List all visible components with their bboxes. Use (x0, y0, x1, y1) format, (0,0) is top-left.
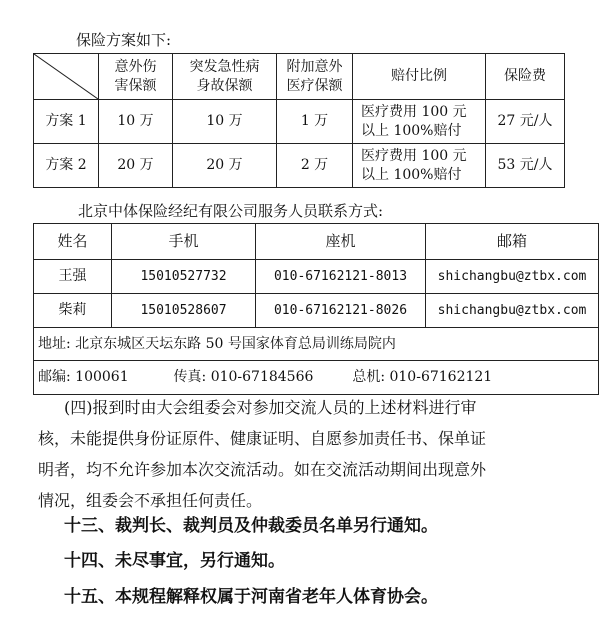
diagonal-line (34, 54, 98, 99)
fax: 传真: 010-67184566 (173, 369, 314, 385)
plan-row-2 (34, 144, 565, 188)
paragraph-line: (四)报到时由大会组委会对参加交流人员的上述材料进行审 (64, 398, 477, 417)
header-medical-line-2: 医疗保额 (286, 77, 343, 94)
header-accident-line-1: 意外伤 (114, 58, 157, 75)
medical-amount: 2 万 (277, 144, 353, 188)
medical-amount: 1 万 (277, 100, 353, 144)
plan-row-1 (34, 100, 565, 144)
header-illness (173, 54, 277, 100)
illness-amount: 20 万 (173, 144, 277, 188)
paragraph-line: 情况，组委会不承担任何责任。 (38, 491, 263, 510)
clause-fifteen: 十五、本规程解释权属于河南省老年人体育协会。 (64, 587, 438, 607)
postcode: 邮编: 100061 (38, 369, 129, 385)
header-name: 姓名 (34, 224, 112, 260)
header-email: 邮箱 (426, 224, 599, 260)
premium: 53 元/人 (486, 144, 565, 188)
payout-ratio-line-1: 医疗费用 100 元 (361, 147, 467, 164)
postcode-row (34, 361, 599, 395)
postcode-fax-switchboard (34, 361, 599, 395)
plan-heading: 保险方案如下: (76, 31, 172, 49)
contact-heading: 北京中体保险经纪有限公司服务人员联系方式: (78, 202, 384, 220)
header-illness-line-2: 身故保额 (196, 77, 253, 94)
contact-row-2 (34, 294, 599, 328)
plan-name: 方案 2 (34, 144, 99, 188)
accident-amount: 10 万 (99, 100, 173, 144)
accident-amount: 20 万 (99, 144, 173, 188)
contact-mobile: 15010528607 (112, 294, 256, 328)
payout-ratio-line-2: 以上 100%赔付 (361, 166, 462, 183)
contact-name: 王强 (34, 260, 112, 294)
header-accident-line-2: 害保额 (114, 77, 157, 94)
header-illness-line-1: 突发急性病 (189, 58, 260, 75)
contact-email: shichangbu@ztbx.com (426, 294, 599, 328)
paragraph-line: 核，未能提供身份证原件、健康证明、自愿参加责任书、保单证 (38, 429, 487, 448)
header-fee: 保险费 (486, 54, 565, 100)
contact-landline: 010-67162121-8026 (256, 294, 426, 328)
contact-mobile: 15010527732 (112, 260, 256, 294)
header-medical-line-1: 附加意外 (286, 58, 343, 75)
plan-table-header-row (34, 54, 565, 100)
payout-ratio-line-2: 以上 100%赔付 (361, 122, 462, 139)
switchboard: 总机: 010-67162121 (352, 369, 493, 385)
paragraph-line: 明者，均不允许参加本次交流活动。如在交流活动期间出现意外 (38, 460, 487, 479)
diagonal-header-cell (34, 54, 99, 100)
header-accident (99, 54, 173, 100)
contact-email: shichangbu@ztbx.com (426, 260, 599, 294)
contact-header-row (34, 224, 599, 260)
premium: 27 元/人 (486, 100, 565, 144)
address-row (34, 328, 599, 361)
payout-ratio (353, 100, 486, 144)
contact-table (33, 223, 599, 395)
contact-landline: 010-67162121-8013 (256, 260, 426, 294)
payout-ratio (353, 144, 486, 188)
clause-fourteen: 十四、未尽事宜，另行通知。 (64, 551, 285, 571)
header-medical (277, 54, 353, 100)
plan-table (33, 53, 565, 188)
header-ratio: 赔付比例 (353, 54, 486, 100)
header-landline: 座机 (256, 224, 426, 260)
contact-name: 柴莉 (34, 294, 112, 328)
paragraph-four (38, 392, 588, 516)
plan-name: 方案 1 (34, 100, 99, 144)
address: 地址: 北京东城区天坛东路 50 号国家体育总局训练局院内 (34, 328, 599, 361)
clause-thirteen: 十三、裁判长、裁判员及仲裁委员名单另行通知。 (64, 516, 438, 536)
illness-amount: 10 万 (173, 100, 277, 144)
header-mobile: 手机 (112, 224, 256, 260)
contact-row-1 (34, 260, 599, 294)
payout-ratio-line-1: 医疗费用 100 元 (361, 103, 467, 120)
